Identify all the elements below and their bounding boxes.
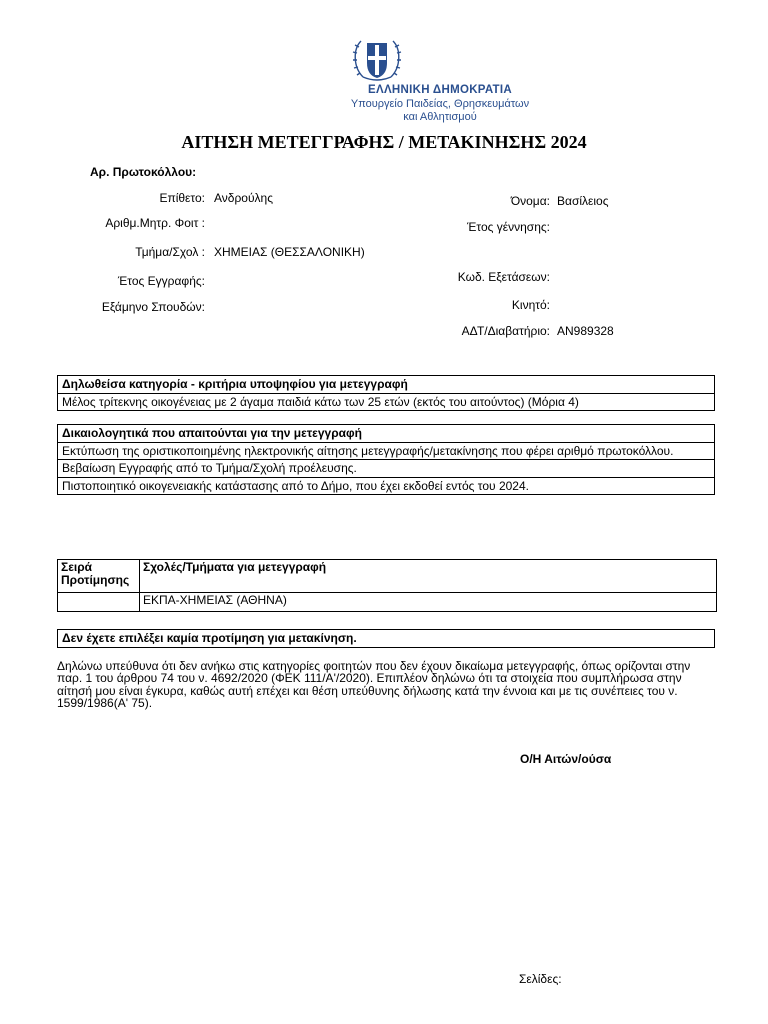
protocol-label: Αρ. Πρωτοκόλλου: (90, 165, 197, 179)
preference-order (58, 593, 140, 611)
category-value: Μέλος τρίτεκνης οικογένειας με 2 άγαμα παιδιά κάτω των 25 ετών (εκτός του αιτούντος) (Μόρια 4) (58, 393, 714, 411)
exam-code-label: Κωδ. Εξετάσεων: (457, 270, 550, 284)
preference-order-header: Σειρά Προτίμησης (58, 560, 140, 592)
preference-school: ΕΚΠΑ-ΧΗΜΕΙΑΣ (ΑΘΗΝΑ) (143, 593, 287, 607)
surname-label: Επίθετο: (159, 191, 205, 205)
documents-table (57, 424, 715, 495)
document-item: Πιστοποιητικό οικογενειακής κατάστασης από το Δήμο, που έχει εκδοθεί εντός του 2024. (58, 477, 714, 495)
no-transfer-box (57, 629, 715, 648)
name-label: Όνομα: (510, 194, 550, 208)
registration-label: Αριθμ.Μητρ. Φοιτ : (105, 216, 205, 230)
greek-emblem-icon (347, 33, 407, 83)
id-value: ΑΝ989328 (557, 324, 614, 338)
header-ministry: Υπουργείο Παιδείας, Θρησκευμάτων (350, 98, 530, 110)
semester-label: Εξάμηνο Σπουδών: (101, 300, 205, 314)
birth-year-label: Έτος γέννησης: (467, 220, 550, 234)
name-value: Βασίλειος (557, 194, 609, 208)
table-row (58, 592, 716, 611)
preference-school-header: Σχολές/Τμήματα για μετεγγραφή (143, 560, 327, 574)
pages-label: Σελίδες: (519, 972, 562, 986)
enroll-year-label: Έτος Εγγραφής: (117, 274, 205, 288)
mobile-label: Κινητό: (511, 298, 550, 312)
department-value: ΧΗΜΕΙΑΣ (ΘΕΣΣΑΛΟΝΙΚΗ) (214, 245, 365, 259)
header-ministry-cont: και Αθλητισμού (403, 111, 477, 123)
documents-header: Δικαιολογητικά που απαιτούνται για την μετεγγραφή (62, 426, 362, 440)
no-transfer-notice: Δεν έχετε επιλέξει καμία προτίμηση για μετακίνηση. (62, 631, 357, 645)
signature-label: Ο/Η Αιτών/ούσα (520, 752, 612, 766)
preferences-header-row (58, 560, 716, 592)
declaration-text: Δηλώνω υπεύθυνα ότι δεν ανήκω στις κατηγορίες φοιτητών που δεν έχουν δικαίωμα μετεγγραφής, όπως ορίζονται στην παρ. 1 του άρθρου 74 του ν. 4692/2020 (ΦΕΚ 111/Α'/2020). Επιπλέον δηλώνω ότι τα στοιχεία που συμπλήρωσα στην αίτησή μου είναι έγκυρα, καθώς αυτή επέχει και θέση υπεύθυνης δήλωσης κατά την έννοια και με τις συνέπειες του ν. 1599/1986(Α' 75). (57, 659, 691, 711)
preferences-table (57, 559, 717, 612)
surname-value: Ανδρούλης (214, 191, 273, 205)
document-item: Βεβαίωση Εγγραφής από το Τμήμα/Σχολή προέλευσης. (58, 459, 714, 477)
header-country: ΕΛΛΗΝΙΚΗ ΔΗΜΟΚΡΑΤΙΑ (368, 84, 512, 96)
page-title: ΑΙΤΗΣΗ ΜΕΤΕΓΓΡΑΦΗΣ / ΜΕΤΑΚΙΝΗΣΗΣ 2024 (181, 132, 587, 152)
category-header: Δηλωθείσα κατηγορία - κριτήρια υποψηφίου για μετεγγραφή (62, 377, 408, 391)
category-table (57, 375, 715, 411)
department-label: Τμήμα/Σχολ : (135, 245, 205, 259)
id-label: ΑΔΤ/Διαβατήριο: (461, 324, 550, 338)
document-item: Εκτύπωση της οριστικοποιημένης ηλεκτρονικής αίτησης μετεγγραφής/μετακίνησης που φέρει αριθμό πρωτοκόλλου. (58, 442, 714, 460)
